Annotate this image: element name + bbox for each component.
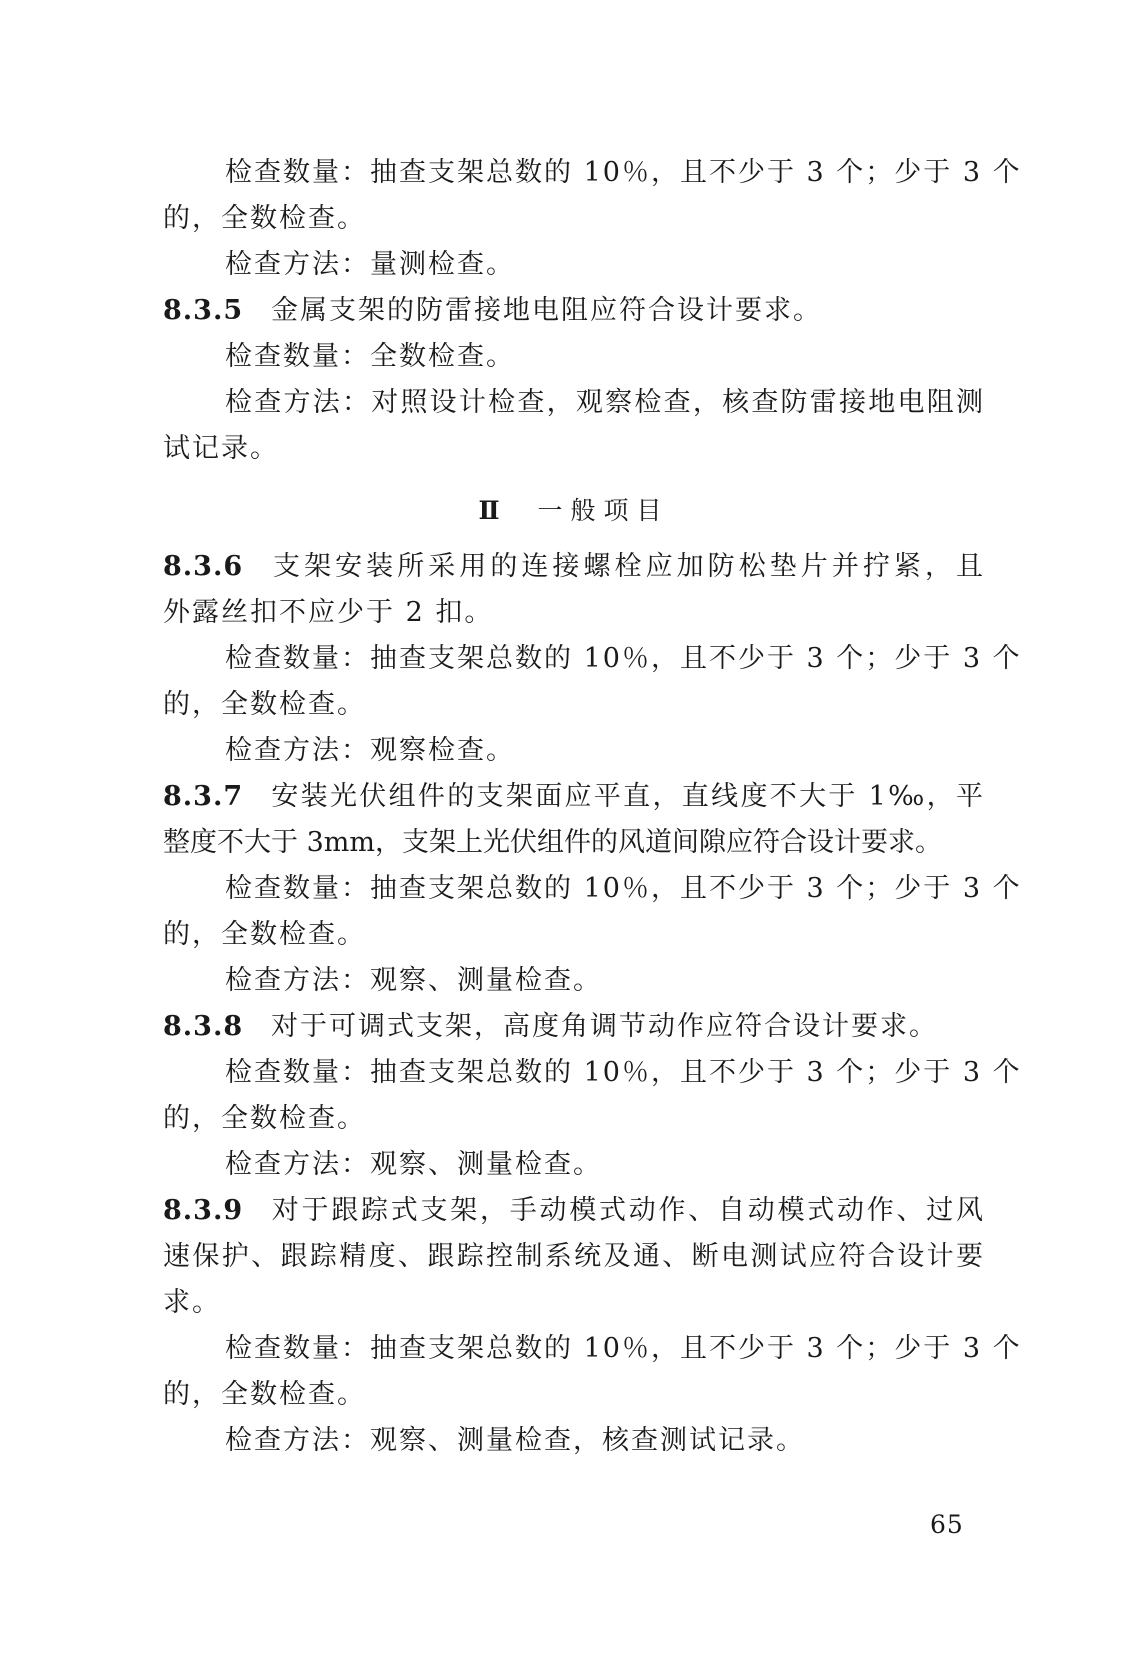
- inspection-quantity-continuation: 的，全数检查。: [163, 203, 366, 234]
- inspection-method-line: 检查方法：观察、测量检查。: [225, 1149, 602, 1180]
- inspection-quantity-line: 检查数量：抽查支架总数的 10％，且不少于 3 个；少于 3 个: [225, 1333, 1022, 1364]
- clause-continuation: 速保护、跟踪精度、跟踪控制系统及通、断电测试应符合设计要: [163, 1241, 985, 1272]
- inspection-method-line: 检查方法：观察检查。: [225, 735, 515, 766]
- section-title: 一般项目: [537, 496, 670, 525]
- clause-continuation: 外露丝扣不应少于 2 扣。: [163, 597, 494, 628]
- clause-number: 8.3.6: [163, 551, 244, 582]
- clause-text: 对于跟踪式支架，手动模式动作、自动模式动作、过风: [271, 1195, 985, 1226]
- clause-text: 金属支架的防雷接地电阻应符合设计要求。: [271, 295, 822, 326]
- clause-text: 支架安装所采用的连接螺栓应加防松垫片并拧紧，且: [271, 551, 985, 582]
- clause-8-3-6: [163, 544, 985, 590]
- inspection-quantity-line: 检查数量：全数检查。: [225, 341, 515, 372]
- section-heading: [163, 488, 985, 534]
- clause-continuation: 整度不大于 3mm，支架上光伏组件的风道间隙应符合设计要求。: [163, 827, 942, 858]
- clause-text: 对于可调式支架，高度角调节动作应符合设计要求。: [271, 1011, 938, 1042]
- clause-8-3-7: [163, 774, 985, 820]
- inspection-quantity-continuation: 的，全数检查。: [163, 1103, 366, 1134]
- inspection-method-line: 检查方法：量测检查。: [225, 249, 515, 280]
- clause-8-3-5: [163, 288, 985, 334]
- inspection-method-line: 检查方法：观察、测量检查，核查测试记录。: [225, 1425, 805, 1456]
- clause-8-3-9: [163, 1188, 985, 1234]
- clause-text: 安装光伏组件的支架面应平直，直线度不大于 1‰，平: [271, 781, 985, 812]
- clause-number: 8.3.8: [163, 1011, 244, 1042]
- clause-number: 8.3.5: [163, 295, 244, 326]
- clause-number: 8.3.7: [163, 781, 244, 812]
- inspection-quantity-line: 检查数量：抽查支架总数的 10％，且不少于 3 个；少于 3 个: [225, 157, 1022, 188]
- clause-number: 8.3.9: [163, 1195, 244, 1226]
- inspection-quantity-line: 检查数量：抽查支架总数的 10％，且不少于 3 个；少于 3 个: [225, 643, 1022, 674]
- inspection-method-line: 检查方法：对照设计检查，观察检查，核查防雷接地电阻测: [225, 387, 985, 418]
- section-number: Ⅱ: [478, 496, 508, 525]
- inspection-method-continuation: 试记录。: [163, 433, 279, 464]
- clause-continuation: 求。: [163, 1287, 221, 1318]
- inspection-method-line: 检查方法：观察、测量检查。: [225, 965, 602, 996]
- inspection-quantity-line: 检查数量：抽查支架总数的 10％，且不少于 3 个；少于 3 个: [225, 873, 1022, 904]
- inspection-quantity-continuation: 的，全数检查。: [163, 919, 366, 950]
- clause-8-3-8: [163, 1004, 985, 1050]
- inspection-quantity-continuation: 的，全数检查。: [163, 689, 366, 720]
- page-body: [163, 150, 1022, 1464]
- inspection-quantity-continuation: 的，全数检查。: [163, 1379, 366, 1410]
- inspection-quantity-line: 检查数量：抽查支架总数的 10％，且不少于 3 个；少于 3 个: [225, 1057, 1022, 1088]
- page-number: 65: [930, 1510, 964, 1539]
